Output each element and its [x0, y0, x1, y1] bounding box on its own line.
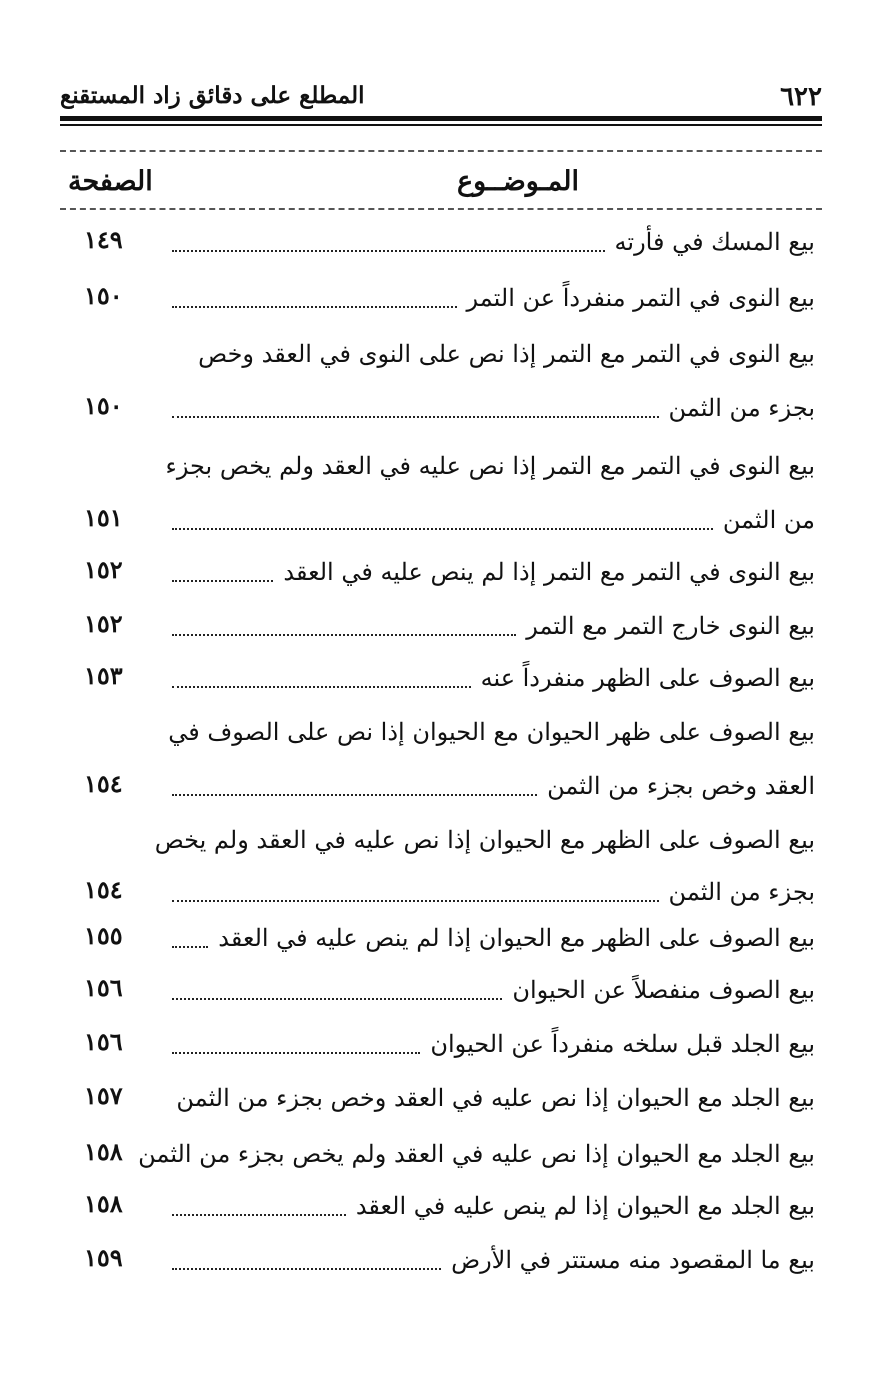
toc-entry-text: بيع الجلد قبل سلخه منفرداً عن الحيوان [430, 1030, 815, 1058]
toc-entry-text: بيع ما المقصود منه مستتر في الأرض [451, 1246, 815, 1274]
toc-entry-text: بيع النوى في التمر مع التمر إذا لم ينص عليه في العقد [283, 558, 815, 586]
toc-entry-line [170, 1186, 815, 1226]
dot-leader [172, 1268, 441, 1270]
toc-entry-line [170, 1078, 815, 1118]
page-number: ٦٢٢ [780, 82, 822, 112]
toc-entry-line [170, 712, 815, 752]
toc-entry-text: من الثمن [722, 506, 815, 534]
page-ref: ١٥٦ [84, 1027, 123, 1056]
dot-leader [172, 1052, 420, 1054]
toc-entry-line [138, 1134, 815, 1174]
dot-leader [172, 1214, 346, 1216]
page-ref: ١٤٩ [84, 225, 123, 254]
toc-entry-line [170, 970, 815, 1010]
toc-entry-text: بيع الصوف على الظهر منفرداً عنه [480, 664, 815, 692]
toc-entry-line [170, 872, 815, 912]
dot-leader [172, 528, 713, 530]
toc-entry-text: بيع الصوف على الظهر مع الحيوان إذا لم ينص عليه في العقد [218, 924, 815, 952]
toc-entry-line [170, 334, 815, 374]
page-ref: ١٥٧ [84, 1081, 123, 1110]
dot-leader [172, 900, 659, 902]
toc-entry-line [170, 278, 815, 318]
dot-leader [172, 416, 659, 418]
column-header-topic: المـوضــوع [456, 166, 579, 197]
page-ref: ١٥٠ [84, 391, 123, 420]
page-ref: ١٥٤ [84, 875, 123, 904]
toc-entry-line [170, 222, 815, 262]
toc-entry-text: بجزء من الثمن [668, 394, 815, 422]
toc-entry-text: بجزء من الثمن [668, 878, 815, 906]
toc-entry-text: بيع النوى في التمر مع التمر إذا نص على النوى في العقد وخص [198, 340, 815, 368]
toc-entry-text: بيع النوى في التمر مع التمر إذا نص عليه في العقد ولم يخص بجزء [165, 452, 815, 480]
toc-entry-text: العقد وخص بجزء من الثمن [547, 772, 815, 800]
book-title: المطلع على دقائق زاد المستقنع [60, 82, 365, 109]
toc-entry-line [170, 388, 815, 428]
page-ref: ١٥١ [84, 503, 123, 532]
toc-entry-text: بيع النوى خارج التمر مع التمر [526, 612, 815, 640]
toc-entry-line [170, 766, 815, 806]
dot-leader [172, 686, 471, 688]
toc-entry-line [165, 446, 815, 486]
page-ref: ١٥٨ [84, 1137, 123, 1166]
toc-entry-line [170, 658, 815, 698]
page-ref: ١٥٠ [84, 281, 123, 310]
toc-entry-line [170, 1024, 815, 1064]
toc-entry-line [170, 500, 815, 540]
toc-entry-text: بيع الجلد مع الحيوان إذا نص عليه في العقد وخص بجزء من الثمن [176, 1084, 815, 1112]
page-ref: ١٥٤ [84, 769, 123, 798]
dot-leader [172, 794, 537, 796]
dot-leader [172, 250, 605, 252]
toc-entry-line [154, 820, 815, 860]
toc-entry-text: بيع الصوف على الظهر مع الحيوان إذا نص عليه في العقد ولم يخص [154, 826, 815, 854]
dot-leader [172, 998, 502, 1000]
page-ref: ١٥٣ [84, 661, 123, 690]
dot-leader [172, 306, 457, 308]
toc-entry-line [170, 1240, 815, 1280]
toc-entry-text: بيع الجلد مع الحيوان إذا نص عليه في العقد ولم يخص بجزء من الثمن [138, 1140, 815, 1168]
page-ref: ١٥٢ [84, 609, 123, 638]
toc-entry-line [170, 918, 815, 958]
page-ref: ١٥٨ [84, 1189, 123, 1218]
page-ref: ١٥٦ [84, 973, 123, 1002]
toc-entry-line [170, 552, 815, 592]
toc-entry-text: بيع النوى في التمر منفرداً عن التمر [466, 284, 815, 312]
toc-entry-text: بيع الجلد مع الحيوان إذا لم ينص عليه في العقد [355, 1192, 815, 1220]
page-ref: ١٥٢ [84, 555, 123, 584]
toc-entry-text: بيع الصوف منفصلاً عن الحيوان [512, 976, 815, 1004]
dot-leader [172, 946, 208, 948]
page-ref: ١٥٥ [84, 921, 123, 950]
toc-entry-text: بيع المسك في فأرته [614, 228, 815, 256]
toc-entry-text: بيع الصوف على ظهر الحيوان مع الحيوان إذا نص على الصوف في [168, 718, 815, 746]
column-header-page: الصفحة [68, 166, 153, 197]
toc-entry-line [170, 606, 815, 646]
page-ref: ١٥٩ [84, 1243, 123, 1272]
dot-leader [172, 634, 516, 636]
dot-leader [172, 580, 273, 582]
